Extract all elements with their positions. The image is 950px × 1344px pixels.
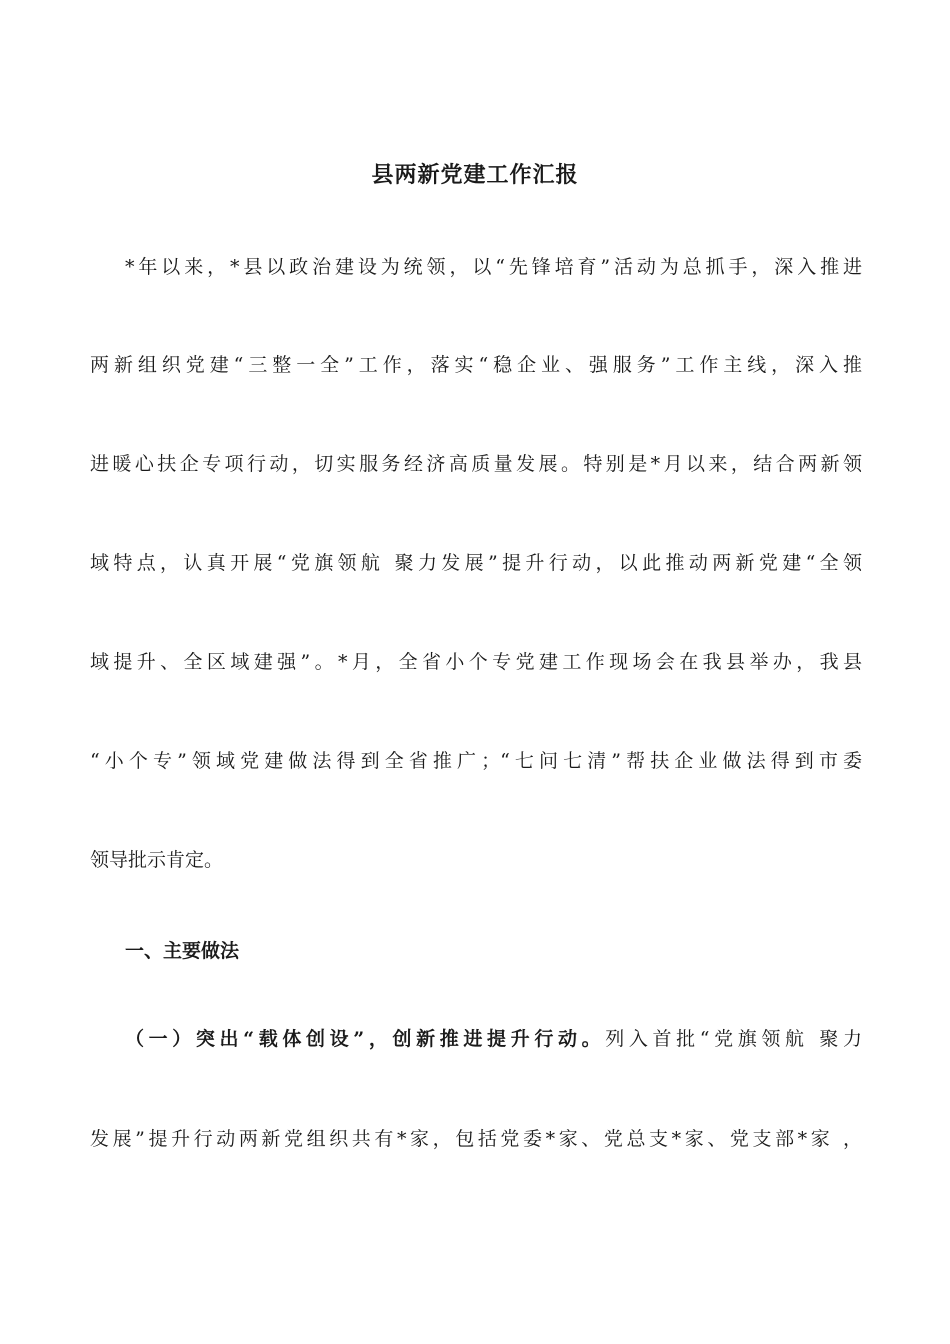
intro-line-7: 领导批示肯定。 (90, 849, 224, 871)
section-1-heading: 一、主要做法 (125, 940, 240, 962)
intro-line-3: 进暖心扶企专项行动，切实服务经济高质量发展。特别是*月以来，结合两新领 (90, 453, 862, 475)
subsection-1-line-1-rest: 列入首批“党旗领航 聚力 (605, 1028, 862, 1050)
intro-line-4: 域特点，认真开展“党旗领航 聚力发展”提升行动，以此推动两新党建“全领 (90, 552, 862, 574)
intro-line-1: *年以来，*县以政治建设为统领，以“先锋培育”活动为总抓手，深入推进 (125, 256, 862, 278)
intro-line-6: “小个专”领域党建做法得到全省推广；“七问七清”帮扶企业做法得到市委 (90, 750, 862, 772)
subsection-1-heading: （一）突出“载体创设”，创新推进提升行动。 (125, 1028, 606, 1050)
subsection-1-line-2: 发展”提升行动两新党组织共有*家，包括党委*家、党总支*家、党支部*家 ， (90, 1128, 862, 1150)
document-title: 县两新党建工作汇报 (371, 162, 579, 188)
intro-line-5: 域提升、全区域建强”。*月，全省小个专党建工作现场会在我县举办，我县 (90, 651, 862, 673)
intro-line-2: 两新组织党建“三整一全”工作，落实“稳企业、强服务”工作主线，深入推 (90, 354, 862, 376)
subsection-1-line-1 (125, 1024, 862, 1054)
